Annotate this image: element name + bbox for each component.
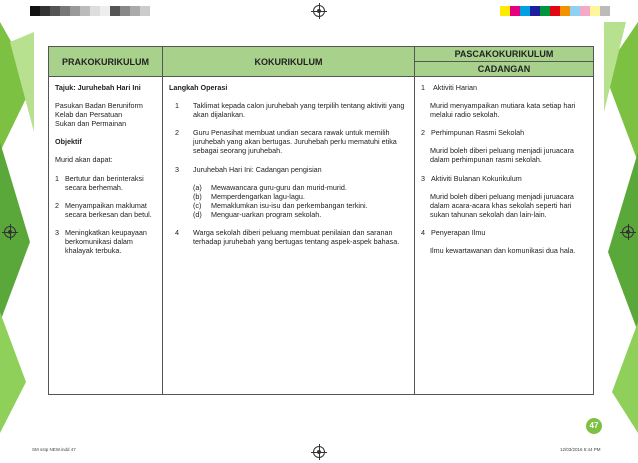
objective-item [55,228,156,255]
registration-mark-icon [313,446,325,458]
step-number: 4 [175,228,179,238]
unit-list [55,101,156,128]
item-text: Bertutur dan berinteraksi secara berhemah. [65,173,144,192]
suggestion-desc: Murid boleh diberi peluang menjadi juruacara dalam acara-acara khas sekolah seperti hari sukan tahunan sekolah dan lain-lain. [430,191,574,219]
sub-step-list [169,183,408,219]
header-prakokurikulum: PRAKOKURIKULUM [49,47,163,77]
right-decorative-bleed [604,22,638,433]
suggestion-item [421,228,587,237]
step-text: Warga sekolah diberi peluang membuat penilaian dan saranan terhadap juruhebah yang bertugas tentang aspek-aspek bahasa. [193,228,400,247]
sub-step-text: Mewawancara guru-guru dan murid-murid. [211,182,347,192]
suggestion-title: Perhimpunan Rasmi Sekolah [431,128,525,138]
unit-item: Pasukan Badan Beruniform [55,101,143,111]
sub-step-item [169,201,408,210]
header-cadangan: CADANGAN [415,62,593,76]
page-number-badge: 47 [586,418,602,434]
item-number: 2 [55,200,59,210]
step-text: Juruhebah Hari Ini: Cadangan pengisian [193,164,322,174]
sub-step-text: Memperdengarkan lagu-lagu. [211,191,305,201]
registration-mark-icon [313,5,325,17]
suggestion-item [421,128,587,137]
header-kokurikulum: KOKURIKULUM [163,47,415,77]
sub-step-letter: (b) [193,191,202,201]
suggestion-title: Aktiviti Harian [433,83,477,92]
step-item [169,101,408,119]
suggestion-desc: Murid boleh diberi peluang menjadi juruacara dalam perhimpunan rasmi sekolah. [430,146,574,165]
sub-step-text: Menguar-uarkan program sekolah. [211,209,322,219]
item-number: 3 [55,227,59,237]
suggestion-item [421,83,587,92]
sub-step-text: Memaklumkan isu-isu dan perkembangan terkini. [211,200,368,210]
header-pascakokurikulum-title: PASCAKOKURIKULUM [415,47,593,62]
sub-step-item [169,192,408,201]
suggestion-item [421,174,587,183]
pascakokurikulum-column [415,77,593,394]
unit-item: Kelab dan Persatuan [55,110,123,120]
footer-timestamp: 12/03/2016 5:44 PM [560,447,601,452]
topic-title: Tajuk: Juruhebah Hari Ini [55,83,141,92]
objective-item [55,201,156,219]
curriculum-table [48,46,594,395]
step-text: Taklimat kepada calon juruhebah yang terpilih tentang aktiviti yang akan dijalankan. [193,101,405,120]
item-text: Meningkatkan keupayaan berkomunikasi dalam khalayak terbuka. [65,227,147,256]
registration-mark-icon [4,226,16,238]
suggestion-desc: Ilmu kewartawanan dan komunikasi dua hala. [430,246,576,256]
step-number: 1 [175,101,179,111]
header-pascakokurikulum [415,47,593,77]
suggestion-title: Aktiviti Bulanan Kokurikulum [431,173,522,183]
color-print-bar [500,6,610,16]
prakokurikulum-column [49,77,163,394]
unit-item: Sukan dan Permainan [55,119,127,129]
suggestion-number: 1 [421,83,425,92]
step-text: Guru Penasihat membuat undian secara rawak untuk memilih juruhebah yang akan bertugas. Juruhebah perlu mematuhi etika sebagai seorang juruhebah. [193,128,397,156]
registration-mark-icon [622,226,634,238]
grayscale-print-bar [30,6,150,16]
objective-label: Objektif [55,137,82,147]
step-item [169,165,408,174]
footer-file-label: SM sstp NEW.indd 47 [32,447,76,452]
sub-step-letter: (a) [193,182,202,192]
suggestion-number: 3 [421,173,425,183]
item-number: 1 [55,173,59,183]
operation-steps-title: Langkah Operasi [169,83,228,92]
step-item [169,228,408,246]
sub-step-item [169,210,408,219]
step-item [169,128,408,155]
sub-step-letter: (d) [193,209,202,219]
objective-item [55,174,156,192]
suggestion-number: 4 [421,227,425,237]
item-text: Menyampaikan maklumat secara berkesan dan betul. [65,200,152,219]
sub-step-item [169,183,408,192]
objective-intro: Murid akan dapat: [55,155,113,165]
suggestion-title: Penyerapan Ilmu [431,227,486,237]
suggestion-number: 2 [421,128,425,138]
step-number: 3 [175,164,179,174]
kokurikulum-column [163,77,415,394]
sub-step-letter: (c) [193,200,202,210]
suggestion-desc: Murid menyampaikan mutiara kata setiap hari melalui radio sekolah. [430,101,576,120]
step-number: 2 [175,128,179,138]
